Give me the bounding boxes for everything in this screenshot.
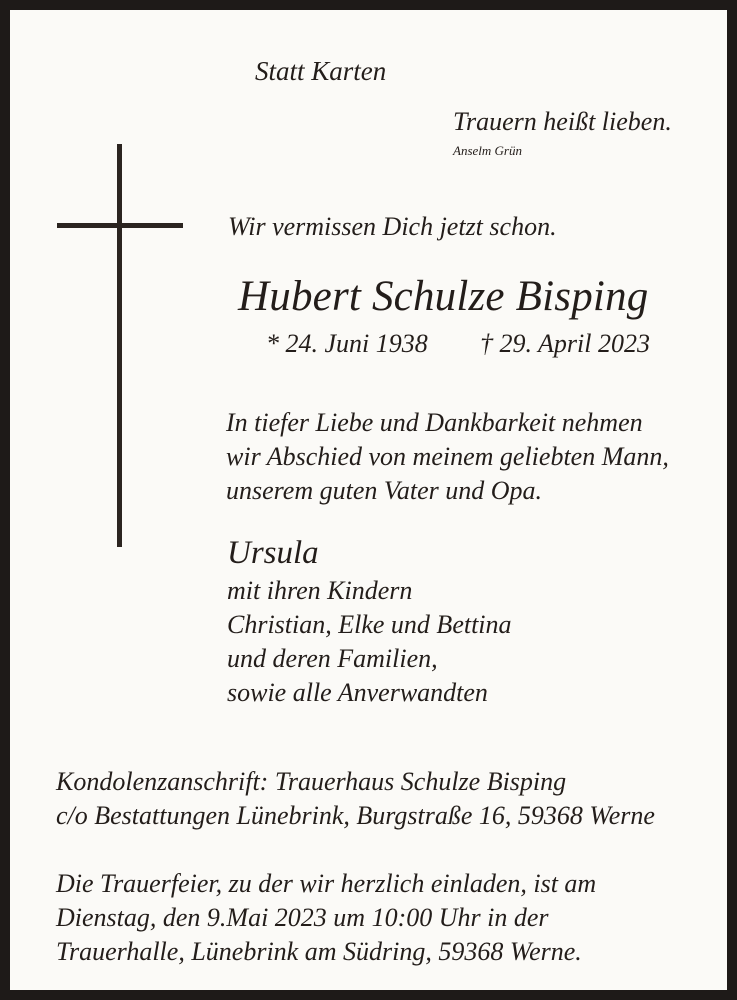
- condolence-address: [56, 765, 655, 833]
- quote-text: Trauern heißt lieben.: [453, 107, 672, 136]
- mourner-line: Christian, Elke und Bettina: [227, 610, 512, 639]
- deceased-name: Hubert Schulze Bisping: [238, 273, 649, 320]
- ceremony-line: Die Trauerfeier, zu der wir herzlich einladen, ist am: [56, 869, 597, 898]
- cross-vertical-beam: [117, 144, 122, 547]
- farewell-line: unserem guten Vater und Opa.: [226, 476, 543, 505]
- birth-date-text: * 24. Juni 1938: [266, 329, 428, 358]
- cross-horizontal-beam: [57, 223, 183, 228]
- condolence-line: Kondolenzanschrift: Trauerhaus Schulze Bisping: [56, 767, 567, 796]
- ceremony-line: Trauerhalle, Lünebrink am Südring, 59368 Werne.: [56, 937, 582, 966]
- farewell-line: In tiefer Liebe und Dankbarkeit nehmen: [226, 408, 643, 437]
- mourner-line: sowie alle Anverwandten: [227, 678, 488, 707]
- mourner-line: und deren Familien,: [227, 644, 438, 673]
- quote-author: Anselm Grün: [453, 143, 522, 158]
- condolence-line: c/o Bestattungen Lünebrink, Burgstraße 16, 59368 Werne: [56, 801, 655, 830]
- farewell-message: [226, 406, 669, 508]
- death-date: † 29. April 2023: [480, 329, 650, 358]
- mourner-family: [227, 574, 512, 710]
- ceremony-line: Dienstag, den 9.Mai 2023 um 10:00 Uhr in der: [56, 903, 549, 932]
- ceremony-info: [56, 867, 596, 969]
- mourner-main-name: Ursula: [227, 535, 319, 571]
- statt-karten-heading: Statt Karten: [255, 56, 387, 86]
- mourner-line: mit ihren Kindern: [227, 576, 413, 605]
- farewell-line: wir Abschied von meinem geliebten Mann,: [226, 442, 669, 471]
- birth-date: [266, 329, 428, 359]
- intro-line: Wir vermissen Dich jetzt schon.: [228, 212, 557, 241]
